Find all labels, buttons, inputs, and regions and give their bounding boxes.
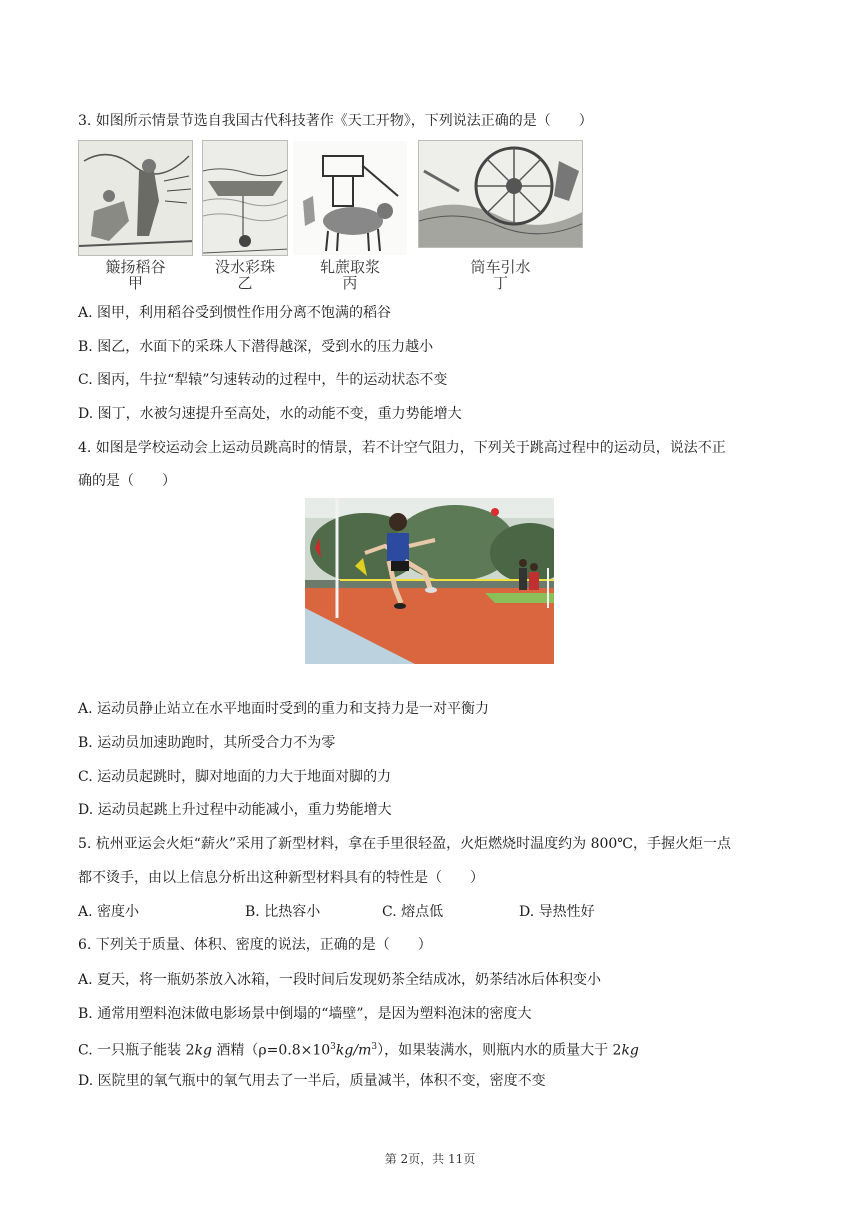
q5-stem-line1: 5. 杭州亚运会火炬“薪火”采用了新型材料，拿在手里很轻盈，火炬燃烧时温度约为 800℃，手握火炬一点 [78,836,731,852]
q3-option-b: B. 图乙，水面下的采珠人下潜得越深，受到水的压力越小 [78,339,434,355]
q6-stem: 6. 下列关于质量、体积、密度的说法，正确的是（ ） [78,937,432,953]
q4-option-a: A. 运动员静止站立在水平地面时受到的重力和支持力是一对平衡力 [78,701,490,717]
waterwheel-illustration [418,140,583,248]
q3-option-d: D. 图丁，水被匀速提升至高处，水的动能不变，重力势能增大 [78,406,462,422]
winnowing-illustration [78,140,193,256]
q5-stem-line2: 都不烫手，由以上信息分析出这种新型材料具有的特性是（ ） [78,870,484,886]
q5-option-d: D. 导热性好 [519,904,595,920]
figure-bing-tag: 丙 [342,274,358,292]
pearl-diving-illustration [202,140,288,256]
q6-option-a: A. 夏天，将一瓶奶茶放入冰箱，一段时间后发现奶茶全结成冰，奶茶结冰后体积变小 [78,972,602,988]
high-jump-photo [305,498,554,664]
q4-stem-line2: 确的是（ ） [78,473,176,489]
q3-figure-row [78,140,588,290]
figure-ding [418,140,583,290]
q3-option-c: C. 图丙，牛拉“犁辕”匀速转动的过程中，牛的运动状态不变 [78,372,448,388]
figure-jia-label: 簸扬稻谷 [105,258,166,276]
figure-ding-tag: 丁 [492,274,508,292]
q6-option-d: D. 医院里的氧气瓶中的氧气用去了一半后，质量减半，体积不变，密度不变 [78,1073,546,1089]
q5-option-b: B. 比热容小 [245,904,321,920]
figure-bing-label: 轧蔗取浆 [319,258,380,276]
figure-bing [292,140,408,290]
q3-option-a: A. 图甲，利用稻谷受到惯性作用分离不饱满的稻谷 [78,305,392,321]
q5-option-a: A. 密度小 [78,904,140,920]
figure-ding-label: 筒车引水 [470,258,531,276]
q4-option-d: D. 运动员起跳上升过程中动能减小，重力势能增大 [78,802,392,818]
q4-stem-line1: 4. 如图是学校运动会上运动员跳高时的情景，若不计空气阻力，下列关于跳高过程中的运动员，说法不正 [78,440,726,456]
q4-option-c: C. 运动员起跳时，脚对地面的力大于地面对脚的力 [78,769,392,785]
page-footer: 第 2页，共 11页 [384,1152,476,1166]
q3-stem: 3. 如图所示情景节选自我国古代科技著作《天工开物》，下列说法正确的是（ ） [78,113,593,129]
q4-option-b: B. 运动员加速助跑时，其所受合力不为零 [78,735,336,751]
figure-jia [78,140,193,290]
q5-option-c: C. 熔点低 [382,904,444,920]
q6-option-c: C. 一只瓶子能装 2kg 酒精$(\rho=0.8\times 10^3kg/m^3)$，如果装满水，则瓶内水的质量大于 2kg [78,1042,639,1059]
sugarcane-press-illustration [292,140,408,256]
figure-yi [202,140,288,290]
q6-option-b: B. 通常用塑料泡沫做电影场景中倒塌的“墙壁”，是因为塑料泡沫的密度大 [78,1006,532,1022]
figure-jia-tag: 甲 [127,274,143,292]
figure-yi-tag: 乙 [237,274,253,292]
figure-yi-label: 没水彩珠 [214,258,275,276]
